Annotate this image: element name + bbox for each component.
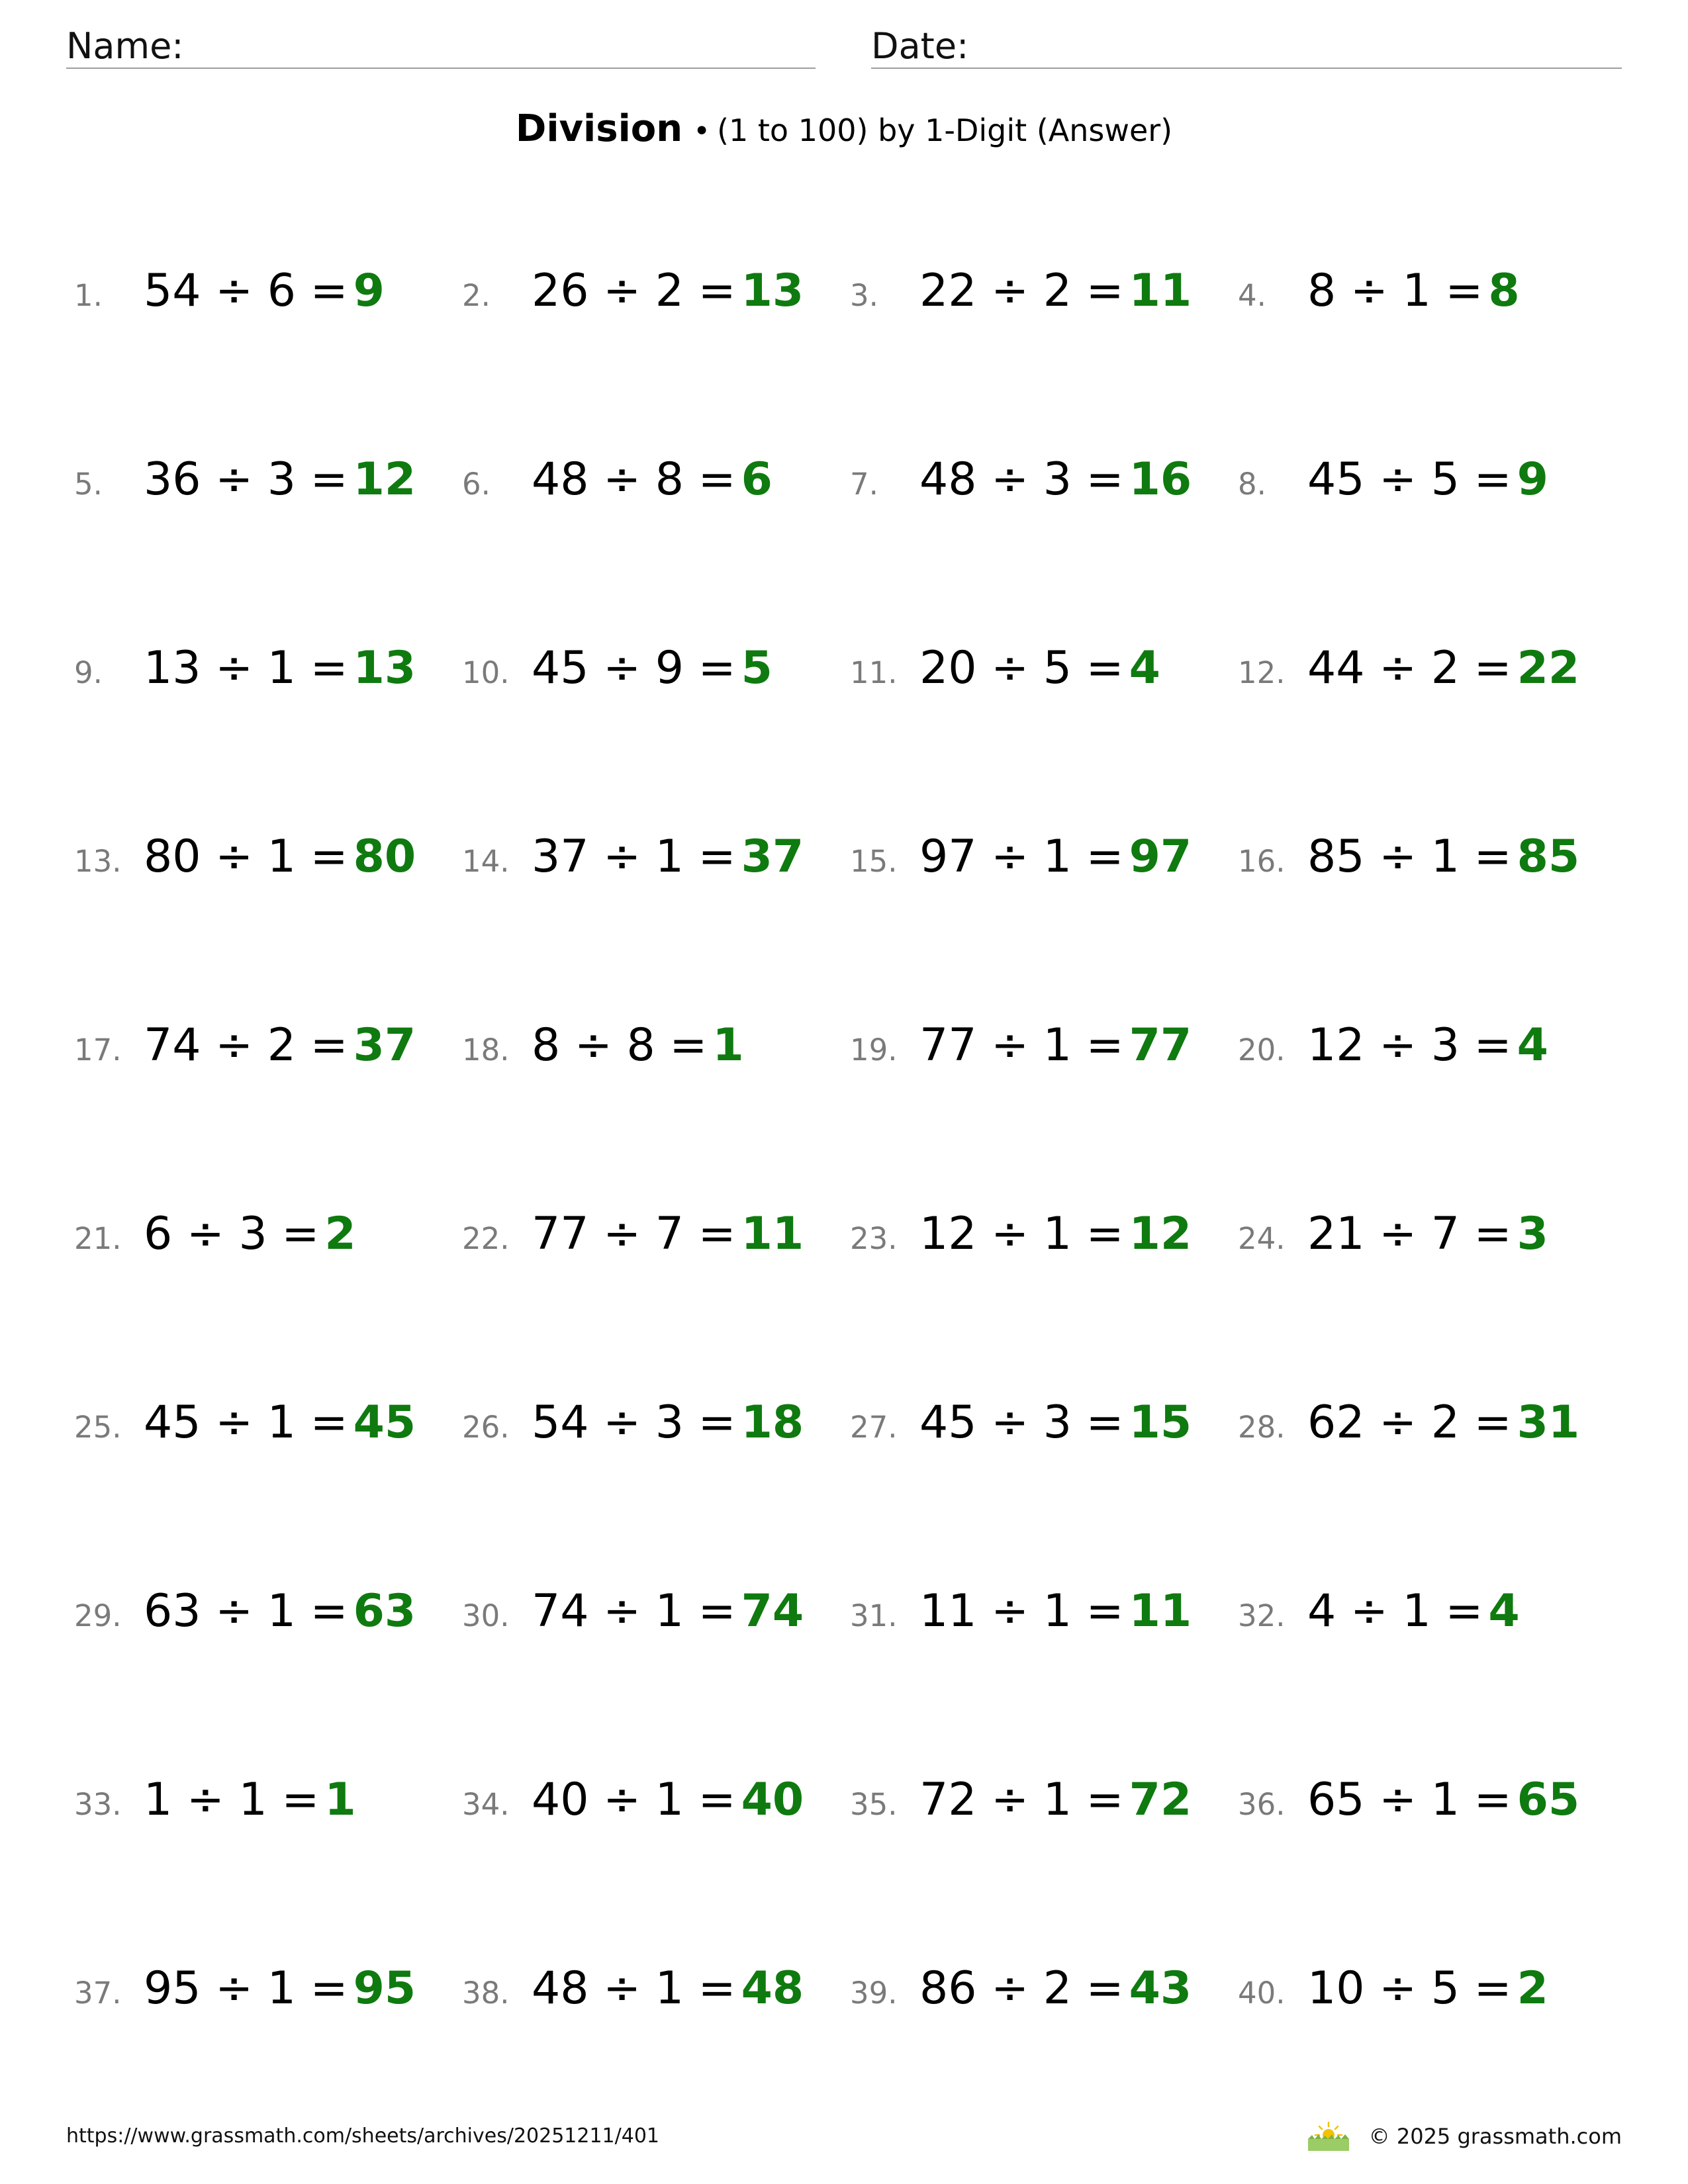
footer-url[interactable]: https://www.grassmath.com/sheets/archives/20251211/401 (66, 2124, 660, 2148)
problem-item (850, 1195, 1192, 1274)
problem-number: 28. (1238, 1410, 1286, 1445)
problem-number: 11. (850, 655, 898, 690)
problem-answer: 74 (741, 1585, 804, 1637)
problem-item (1238, 817, 1579, 897)
problem-item (1238, 251, 1520, 331)
problem-expression: 77 ÷ 7 = (532, 1208, 736, 1260)
problem-number: 29. (74, 1598, 122, 1633)
problem-answer: 6 (741, 453, 773, 506)
problem-expression: 11 ÷ 1 = (919, 1585, 1124, 1637)
problem-item (462, 1195, 804, 1274)
problem-answer: 37 (353, 1019, 416, 1071)
problem-item (1238, 1006, 1548, 1085)
problem-item (74, 1195, 356, 1274)
problem-answer: 11 (1129, 1585, 1192, 1637)
problem-answer: 1 (712, 1019, 744, 1071)
title-subtitle: (1 to 100) by 1-Digit (Answer) (717, 113, 1173, 148)
problem-item (462, 817, 804, 897)
problem-answer: 85 (1517, 831, 1580, 883)
problem-item (74, 251, 385, 331)
title-main: Division (515, 107, 683, 150)
problem-answer: 65 (1517, 1774, 1580, 1826)
problem-expression: 1 ÷ 1 = (144, 1774, 320, 1826)
problem-item (850, 251, 1192, 331)
problem-number: 6. (462, 467, 491, 502)
problem-number: 32. (1238, 1598, 1286, 1633)
problem-item (462, 251, 804, 331)
problem-item (850, 1383, 1192, 1463)
problem-number: 17. (74, 1032, 122, 1068)
problem-expression: 44 ÷ 2 = (1307, 642, 1512, 694)
problem-number: 30. (462, 1598, 510, 1633)
problem-number: 19. (850, 1032, 898, 1068)
problem-item (462, 1006, 744, 1085)
problem-expression: 54 ÷ 3 = (532, 1396, 736, 1449)
problem-answer: 43 (1129, 1962, 1192, 2015)
problem-item (462, 1949, 804, 2028)
problem-answer: 13 (741, 265, 804, 317)
problem-item (462, 440, 773, 520)
problem-expression: 36 ÷ 3 = (144, 453, 348, 506)
problem-number: 10. (462, 655, 510, 690)
problem-number: 13. (74, 844, 122, 879)
problem-expression: 20 ÷ 5 = (919, 642, 1124, 694)
date-label: Date: (871, 25, 969, 67)
problem-number: 23. (850, 1221, 898, 1256)
problem-item (74, 1383, 416, 1463)
problem-number: 9. (74, 655, 103, 690)
problem-number: 33. (74, 1787, 122, 1822)
problem-answer: 13 (353, 642, 416, 694)
problem-item (850, 1572, 1192, 1651)
problem-number: 5. (74, 467, 103, 502)
problem-answer: 95 (353, 1962, 416, 2015)
problem-item (1238, 1572, 1520, 1651)
problem-answer: 5 (741, 642, 773, 694)
problem-answer: 48 (741, 1962, 804, 2015)
problem-item (74, 1760, 356, 1840)
problem-answer: 40 (741, 1774, 804, 1826)
problem-item (850, 1760, 1192, 1840)
problem-answer: 12 (1129, 1208, 1192, 1260)
problem-expression: 45 ÷ 9 = (532, 642, 736, 694)
problem-item (462, 1383, 804, 1463)
name-field[interactable] (66, 25, 816, 69)
problem-expression: 48 ÷ 3 = (919, 453, 1124, 506)
problem-number: 1. (74, 278, 103, 313)
problem-item (850, 817, 1192, 897)
problem-number: 3. (850, 278, 878, 313)
problem-expression: 80 ÷ 1 = (144, 831, 348, 883)
problem-number: 35. (850, 1787, 898, 1822)
problem-item (74, 1949, 416, 2028)
title-bullet: • (693, 114, 711, 148)
problem-item (1238, 440, 1548, 520)
problem-item (462, 1572, 804, 1651)
problem-item (850, 440, 1192, 520)
problem-answer: 2 (324, 1208, 356, 1260)
problem-expression: 37 ÷ 1 = (532, 831, 736, 883)
name-label: Name: (66, 25, 184, 67)
problem-answer: 11 (1129, 265, 1192, 317)
problem-expression: 40 ÷ 1 = (532, 1774, 736, 1826)
problem-expression: 26 ÷ 2 = (532, 265, 736, 317)
problem-item (1238, 1383, 1579, 1463)
problem-number: 16. (1238, 844, 1286, 879)
problem-item (850, 1949, 1192, 2028)
problem-number: 22. (462, 1221, 510, 1256)
problem-expression: 12 ÷ 3 = (1307, 1019, 1512, 1071)
problem-answer: 45 (353, 1396, 416, 1449)
problem-expression: 85 ÷ 1 = (1307, 831, 1512, 883)
problem-number: 7. (850, 467, 878, 502)
problem-number: 14. (462, 844, 510, 879)
problem-answer: 11 (741, 1208, 804, 1260)
problem-number: 26. (462, 1410, 510, 1445)
problem-item (74, 1572, 416, 1651)
problem-number: 20. (1238, 1032, 1286, 1068)
problem-number: 24. (1238, 1221, 1286, 1256)
problem-expression: 77 ÷ 1 = (919, 1019, 1124, 1071)
problem-expression: 62 ÷ 2 = (1307, 1396, 1512, 1449)
problem-number: 2. (462, 278, 491, 313)
problem-expression: 45 ÷ 5 = (1307, 453, 1512, 506)
problem-item (462, 1760, 804, 1840)
problem-number: 12. (1238, 655, 1286, 690)
problem-expression: 21 ÷ 7 = (1307, 1208, 1512, 1260)
problem-answer: 12 (353, 453, 416, 506)
problem-expression: 54 ÷ 6 = (144, 265, 348, 317)
problem-number: 4. (1238, 278, 1266, 313)
problem-number: 37. (74, 1976, 122, 2011)
problem-expression: 13 ÷ 1 = (144, 642, 348, 694)
problem-number: 40. (1238, 1976, 1286, 2011)
problem-expression: 65 ÷ 1 = (1307, 1774, 1512, 1826)
problem-answer: 37 (741, 831, 804, 883)
problem-answer: 8 (1488, 265, 1520, 317)
problem-expression: 8 ÷ 8 = (532, 1019, 708, 1071)
problem-number: 15. (850, 844, 898, 879)
problem-item (1238, 1949, 1548, 2028)
problem-item (850, 629, 1160, 708)
problem-answer: 4 (1488, 1585, 1520, 1637)
problem-item (74, 1006, 416, 1085)
problem-answer: 3 (1517, 1208, 1548, 1260)
problem-expression: 86 ÷ 2 = (919, 1962, 1124, 2015)
problem-item (1238, 1760, 1579, 1840)
problem-number: 38. (462, 1976, 510, 2011)
problem-expression: 8 ÷ 1 = (1307, 265, 1483, 317)
copyright-text: © 2025 grassmath.com (1368, 2124, 1622, 2149)
problem-item (462, 629, 773, 708)
problem-item (1238, 1195, 1548, 1274)
problem-item (1238, 629, 1579, 708)
problem-answer: 4 (1517, 1019, 1548, 1071)
problem-answer: 31 (1517, 1396, 1580, 1449)
problem-item (74, 629, 416, 708)
problem-number: 31. (850, 1598, 898, 1633)
problem-number: 36. (1238, 1787, 1286, 1822)
footer-brand (1307, 2118, 1622, 2155)
problem-expression: 74 ÷ 2 = (144, 1019, 348, 1071)
problem-answer: 72 (1129, 1774, 1192, 1826)
problem-number: 21. (74, 1221, 122, 1256)
problem-number: 8. (1238, 467, 1266, 502)
problem-item (74, 440, 416, 520)
problem-number: 39. (850, 1976, 898, 2011)
problem-expression: 72 ÷ 1 = (919, 1774, 1124, 1826)
problem-expression: 74 ÷ 1 = (532, 1585, 736, 1637)
problem-answer: 16 (1129, 453, 1192, 506)
problem-answer: 15 (1129, 1396, 1192, 1449)
problem-answer: 63 (353, 1585, 416, 1637)
problem-item (850, 1006, 1192, 1085)
problem-number: 27. (850, 1410, 898, 1445)
problem-expression: 63 ÷ 1 = (144, 1585, 348, 1637)
date-field[interactable] (871, 25, 1622, 69)
problem-expression: 6 ÷ 3 = (144, 1208, 320, 1260)
page-title (0, 106, 1688, 161)
problem-expression: 45 ÷ 1 = (144, 1396, 348, 1449)
problem-answer: 9 (1517, 453, 1548, 506)
grass-sun-logo-icon (1307, 2120, 1350, 2152)
problem-answer: 2 (1517, 1962, 1548, 2015)
problem-expression: 48 ÷ 1 = (532, 1962, 736, 2015)
problem-answer: 77 (1129, 1019, 1192, 1071)
problem-expression: 48 ÷ 8 = (532, 453, 736, 506)
problem-answer: 18 (741, 1396, 804, 1449)
problem-expression: 4 ÷ 1 = (1307, 1585, 1483, 1637)
problem-item (74, 817, 416, 897)
problem-answer: 1 (324, 1774, 356, 1826)
problem-expression: 22 ÷ 2 = (919, 265, 1124, 317)
problem-answer: 97 (1129, 831, 1192, 883)
problem-answer: 9 (353, 265, 385, 317)
problem-expression: 10 ÷ 5 = (1307, 1962, 1512, 2015)
problem-expression: 12 ÷ 1 = (919, 1208, 1124, 1260)
problem-answer: 4 (1129, 642, 1160, 694)
problem-answer: 80 (353, 831, 416, 883)
problem-expression: 45 ÷ 3 = (919, 1396, 1124, 1449)
problem-expression: 95 ÷ 1 = (144, 1962, 348, 2015)
problem-number: 25. (74, 1410, 122, 1445)
problem-number: 18. (462, 1032, 510, 1068)
problem-answer: 22 (1517, 642, 1580, 694)
problem-number: 34. (462, 1787, 510, 1822)
problem-expression: 97 ÷ 1 = (919, 831, 1124, 883)
